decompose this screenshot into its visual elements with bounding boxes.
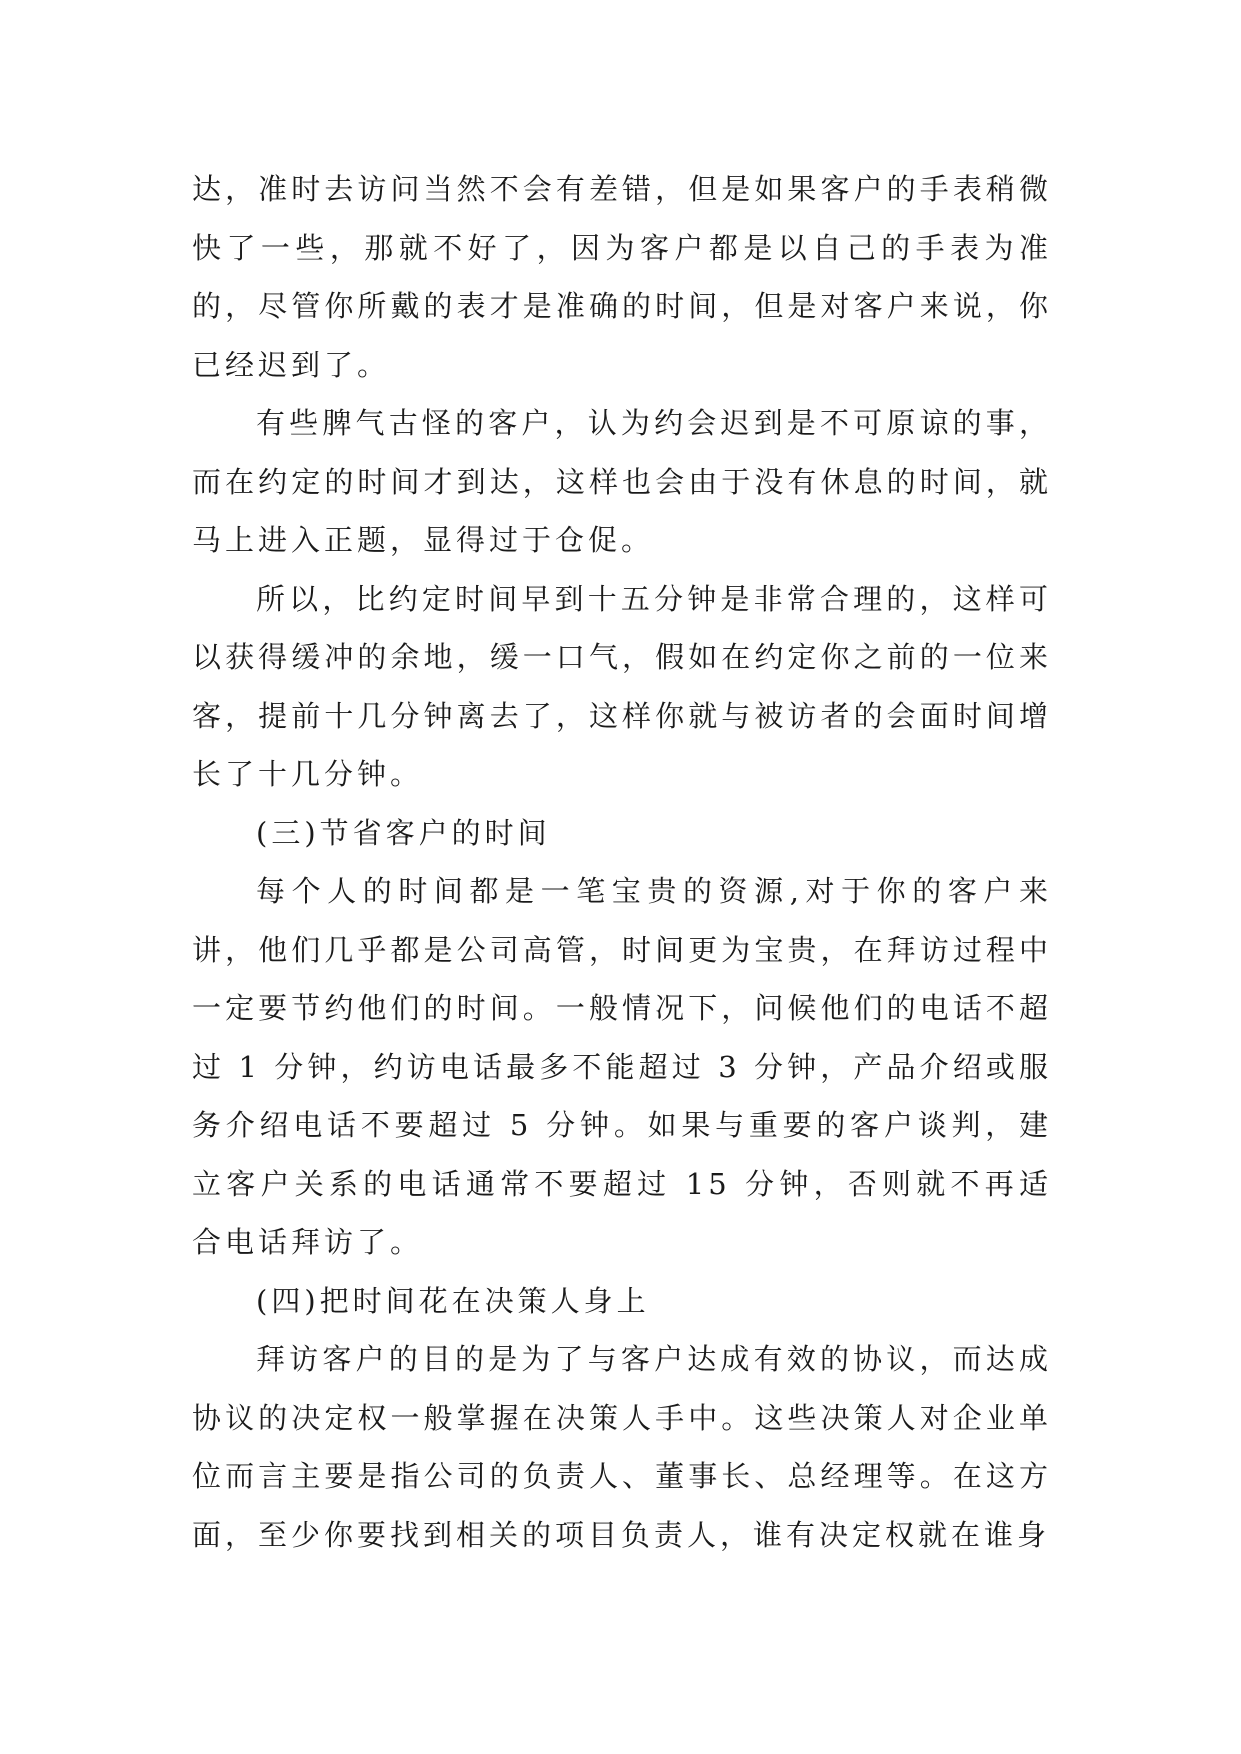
- paragraph-4: 每个人的时间都是一笔宝贵的资源,对于你的客户来讲，他们几乎都是公司高管，时间更为宝贵，在拜访过程中一定要节约他们的时间。一般情况下，问候他们的电话不超过 1 分钟，约访电话最多不能超过 3 分钟，产品介绍或服务介绍电话不要超过 5 分钟。如果与重要的客户谈判，建立客户关系的电话通常不要超过 15 分钟，否则就不再适合电话拜访了。: [192, 874, 1052, 1259]
- section-heading-3: (三)节省客户的时间: [256, 815, 551, 850]
- paragraph-3: 所以，比约定时间早到十五分钟是非常合理的，这样可以获得缓冲的余地，缓一口气，假如在约定你之前的一位来客，提前十几分钟离去了，这样你就与被访者的会面时间增长了十几分钟。: [192, 581, 1052, 791]
- paragraph-1: 达，准时去访问当然不会有差错，但是如果客户的手表稍微快了一些，那就不好了，因为客户都是以自己的手表为准的，尽管你所戴的表才是准确的时间，但是对客户来说，你已经迟到了。: [192, 172, 1052, 382]
- paragraph-2: 有些脾气古怪的客户，认为约会迟到是不可原谅的事，而在约定的时间才到达，这样也会由于没有休息的时间，就马上进入正题，显得过于仓促。: [192, 406, 1052, 557]
- document-body: [192, 160, 1052, 1564]
- paragraph-5: 拜访客户的目的是为了与客户达成有效的协议，而达成协议的决定权一般掌握在决策人手中。这些决策人对企业单位而言主要是指公司的负责人、董事长、总经理等。在这方面，至少你要找到相关的项目负责人，谁有决定权就在谁身: [192, 1342, 1052, 1552]
- section-heading-4: (四)把时间花在决策人身上: [256, 1283, 650, 1318]
